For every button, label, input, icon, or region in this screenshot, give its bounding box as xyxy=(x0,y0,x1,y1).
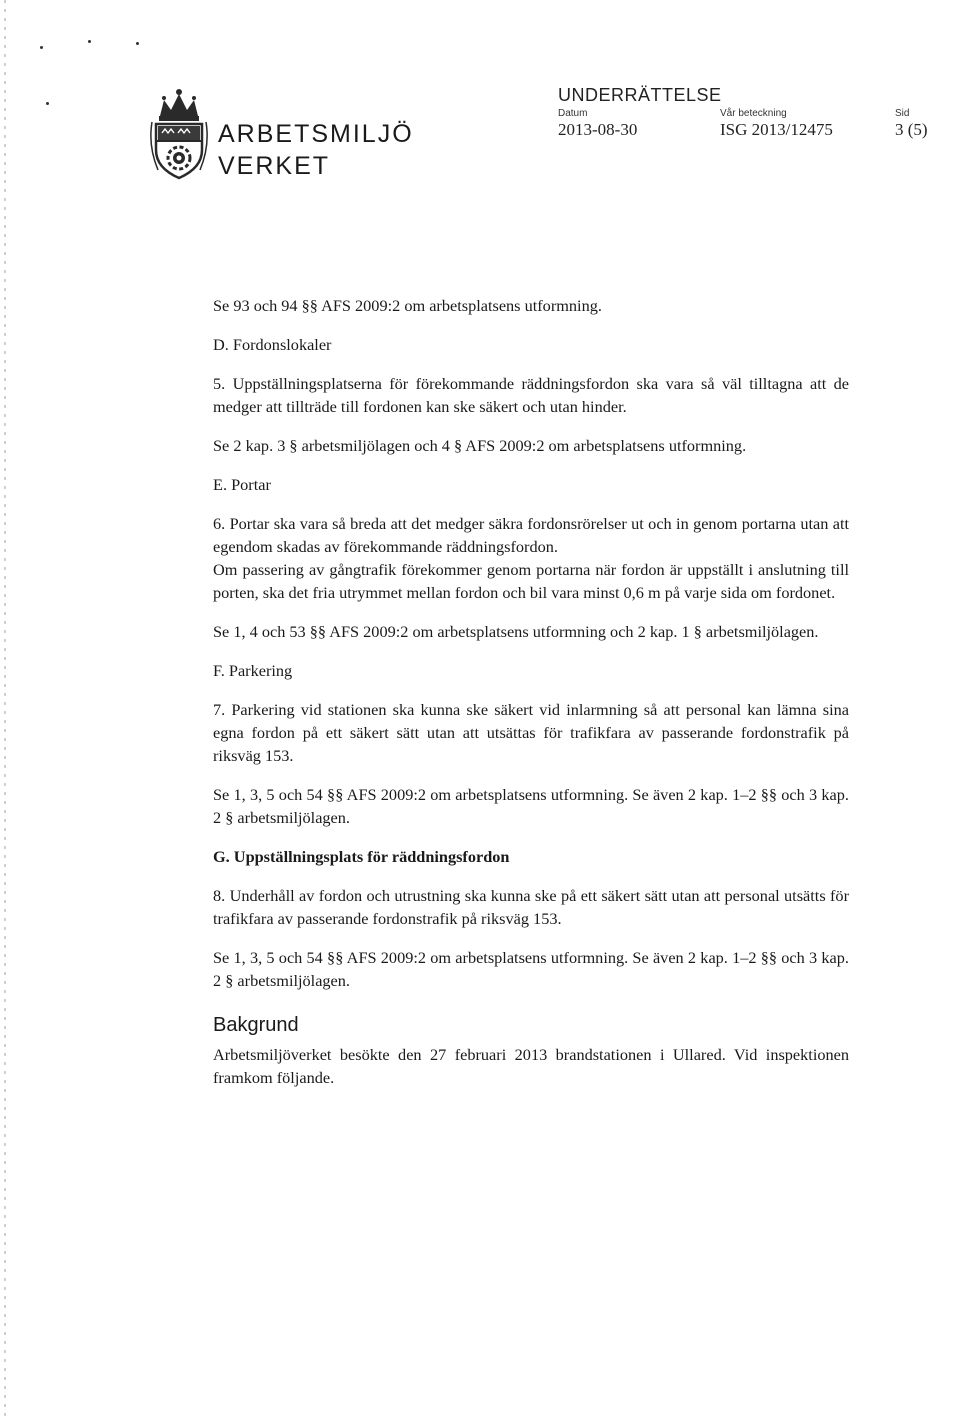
reference-value: ISG 2013/12475 xyxy=(720,120,833,139)
section-heading-d: D. Fordonslokaler xyxy=(213,335,332,354)
requirement-item-7: 7. Parkering vid stationen ska kunna ske säkert vid inlarmning så att personal kan lämna sina egna fordon på ett säkert sätt utan att utsättas för trafikfara av passerande fordonstrafik på riksväg 153. xyxy=(213,700,849,765)
org-name-line1: ARBETSMILJÖ xyxy=(218,120,414,148)
document-type: UNDERRÄTTELSE xyxy=(558,85,722,105)
scan-edge xyxy=(4,0,6,1419)
section-heading-e: E. Portar xyxy=(213,475,271,494)
reference-paragraph: Se 1, 3, 5 och 54 §§ AFS 2009:2 om arbetsplatsens utformning. Se även 2 kap. 1–2 §§ och 3 kap. 2 § arbetsmiljölagen. xyxy=(213,785,849,827)
coat-of-arms-logo xyxy=(148,86,210,196)
page-label: Sid xyxy=(895,108,910,119)
requirement-item-5: 5. Uppställningsplatserna för förekommande räddningsfordon ska vara så väl tilltagna att de medger att tillträde till fordonen kan ske säkert och utan hinder. xyxy=(213,374,849,416)
section-heading-g: G. Uppställningsplats för räddningsfordon xyxy=(213,847,510,866)
background-heading: Bakgrund xyxy=(213,1014,299,1036)
organization-name xyxy=(218,118,414,182)
date-value: 2013-08-30 xyxy=(558,120,638,139)
section-heading-f: F. Parkering xyxy=(213,661,293,680)
page-value: 3 (5) xyxy=(895,120,928,139)
reference-paragraph: Se 2 kap. 3 § arbetsmiljölagen och 4 § AFS 2009:2 om arbetsplatsens utformning. xyxy=(213,436,747,455)
reference-paragraph: Se 93 och 94 §§ AFS 2009:2 om arbetsplatsens utformning. xyxy=(213,296,602,315)
org-name-line2: VERKET xyxy=(218,152,331,180)
reference-label: Vår beteckning xyxy=(720,108,787,119)
requirement-item-6: 6. Portar ska vara så breda att det medger säkra fordonsrörelser ut och in genom portarna utan att egendom skadas av förekommande räddningsfordon. xyxy=(213,514,849,556)
requirement-item-6-continued: Om passering av gångtrafik förekommer genom portarna när fordon är uppställt i anslutning till porten, ska det fria utrymmet mellan fordon och bil vara minst 0,6 m på varje sida om fordonet. xyxy=(213,560,849,602)
reference-paragraph: Se 1, 3, 5 och 54 §§ AFS 2009:2 om arbetsplatsens utformning. Se även 2 kap. 1–2 §§ och 3 kap. 2 § arbetsmiljölagen. xyxy=(213,948,849,990)
date-label: Datum xyxy=(558,108,588,119)
background-paragraph: Arbetsmiljöverket besökte den 27 februari 2013 brandstationen i Ullared. Vid inspektionen framkom följande. xyxy=(213,1045,849,1087)
reference-paragraph: Se 1, 4 och 53 §§ AFS 2009:2 om arbetsplatsens utformning och 2 kap. 1 § arbetsmiljölagen. xyxy=(213,622,819,641)
requirement-item-8: 8. Underhåll av fordon och utrustning ska kunna ske på ett säkert sätt utan att personal utsätts för trafikfara av passerande fordonstrafik på riksväg 153. xyxy=(213,886,849,928)
document-body xyxy=(213,294,849,1105)
